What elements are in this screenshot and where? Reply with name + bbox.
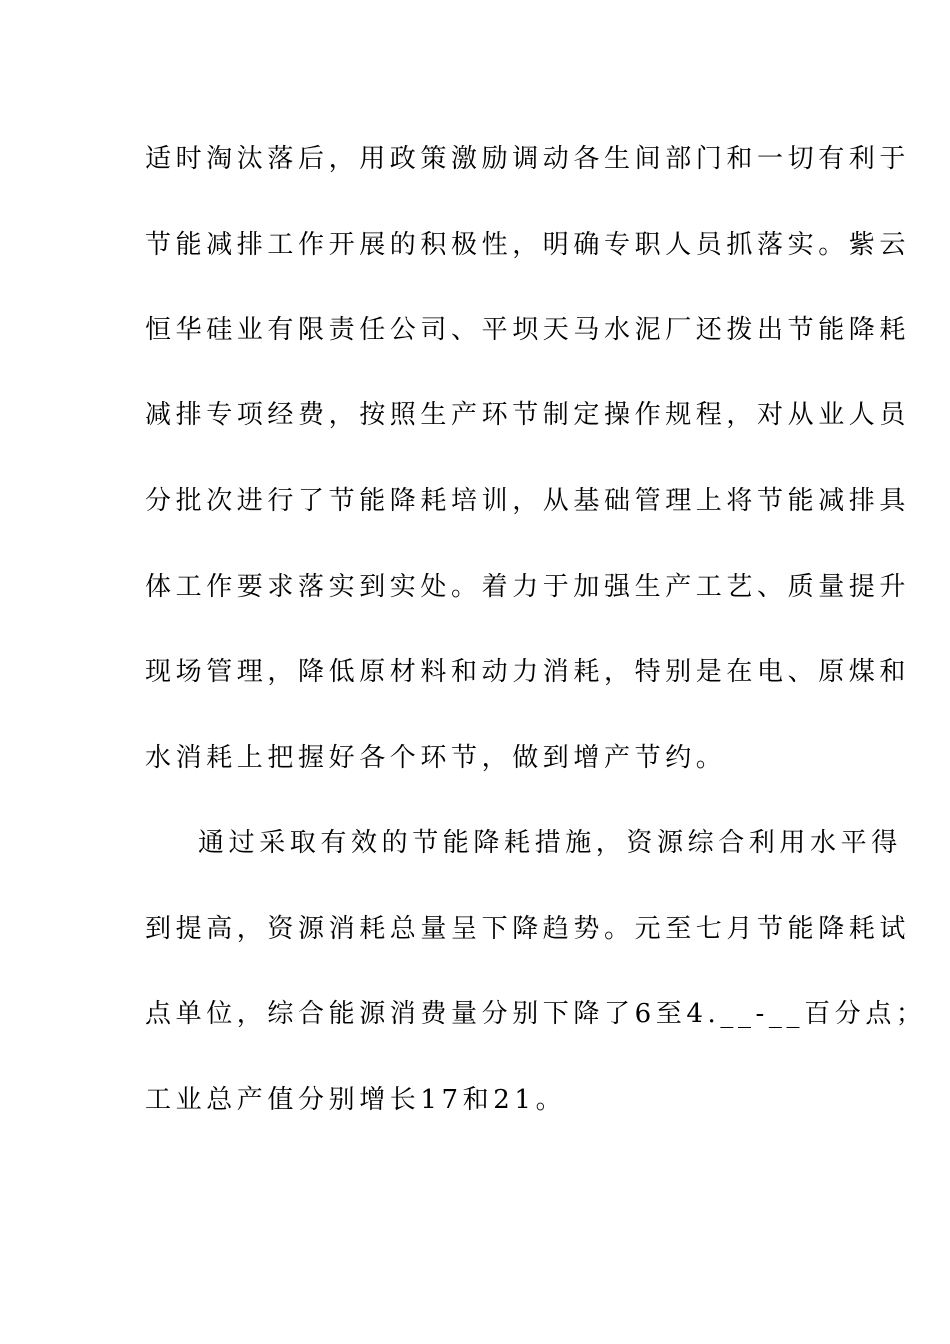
paragraph-line: 水消耗上把握好各个环节，做到增产节约。: [145, 743, 727, 773]
paragraph-line: 体工作要求落实到实处。着力于加强生产工艺、质量提升: [145, 572, 911, 602]
paragraph-line: 恒华硅业有限责任公司、平坝天马水泥厂还拨出节能降耗: [145, 315, 911, 345]
paragraph-line: 适时淘汰落后，用政策激励调动各生间部门和一切有利于: [145, 144, 911, 174]
paragraph-line: 到提高，资源消耗总量呈下降趋势。元至七月节能降耗试: [145, 914, 911, 944]
paragraph-line: 减排专项经费，按照生产环节制定操作规程，对从业人员: [145, 400, 911, 430]
paragraph-line: 现场管理，降低原材料和动力消耗，特别是在电、原煤和: [145, 657, 911, 687]
paragraph-line: 通过采取有效的节能降耗措施，资源综合利用水平得: [198, 828, 902, 858]
paragraph-line: 节能减排工作开展的积极性，明确专职人员抓落实。紫云: [145, 230, 911, 260]
paragraph-line: 工业总产值分别增长17和21。: [145, 1085, 567, 1115]
paragraph-line: 分批次进行了节能降耗培训，从基础管理上将节能减排具: [145, 486, 911, 516]
paragraph-line: 点单位，综合能源消费量分别下降了6至4.__-__百分点；: [145, 999, 927, 1029]
